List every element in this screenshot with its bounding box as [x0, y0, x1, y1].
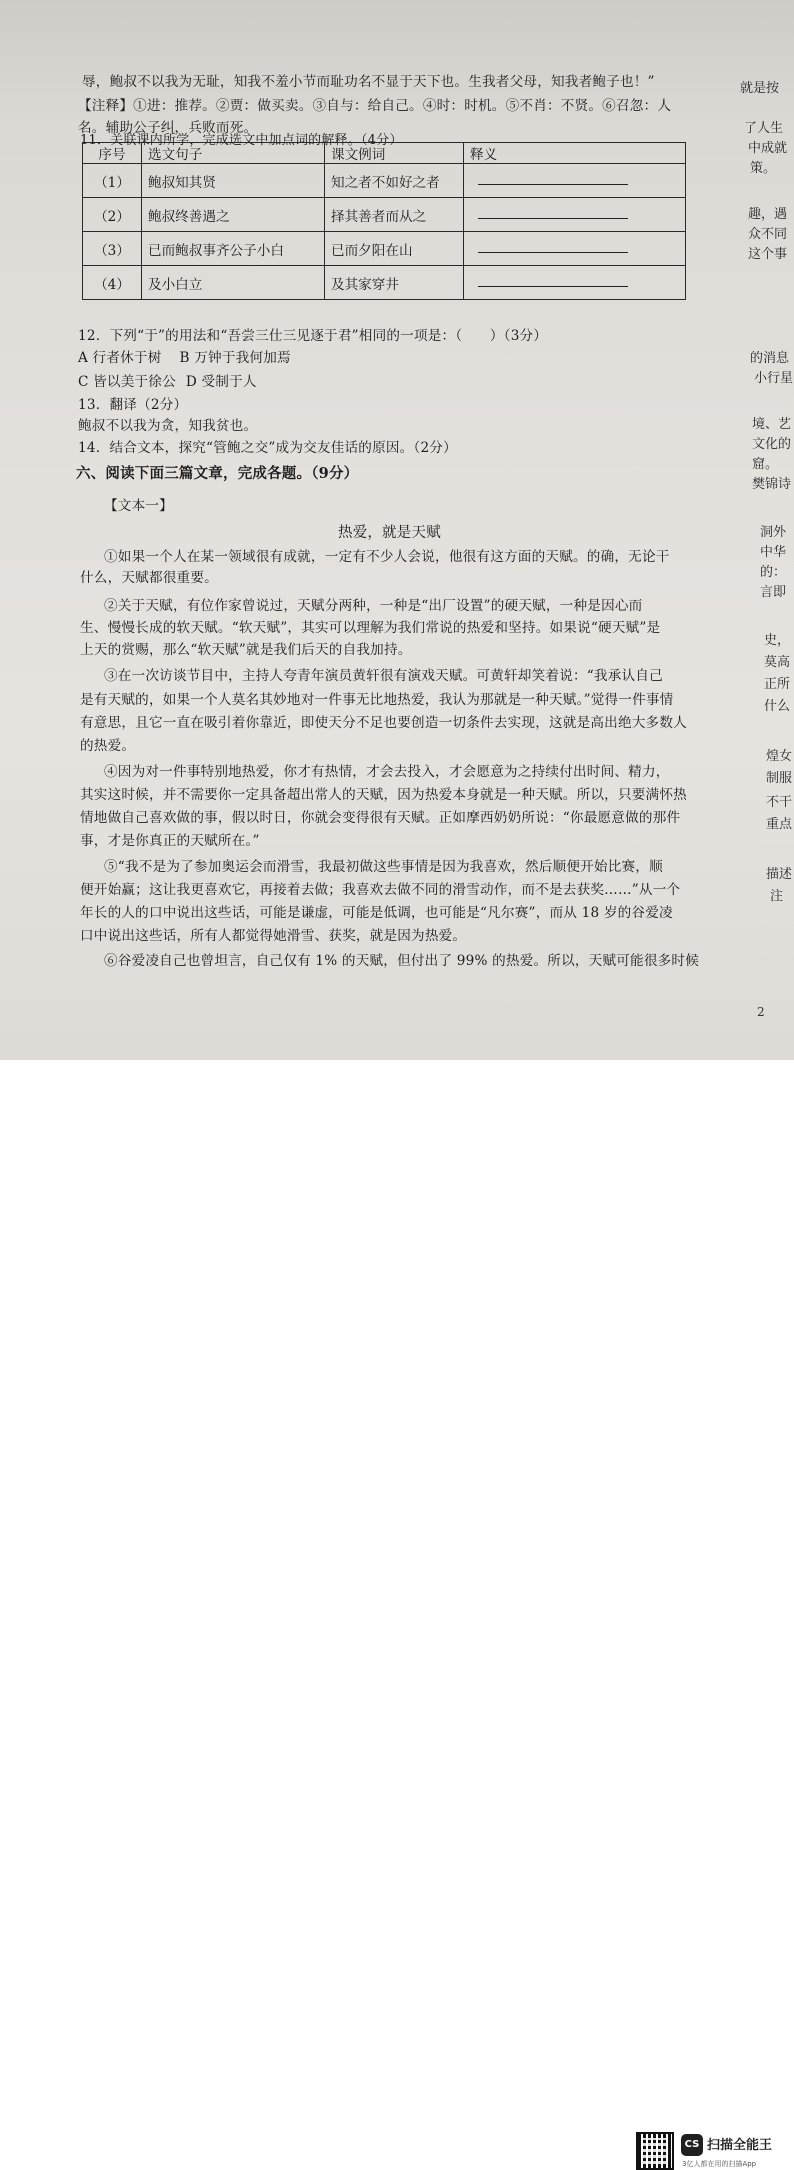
article-line: 生、慢慢长成的软天赋。“软天赋”，其实可以理解为我们常说的热爱和坚持。如果说“硬天赋”是	[80, 620, 661, 636]
page-number: 2	[757, 1005, 765, 1019]
answer-cell[interactable]	[464, 198, 686, 232]
header-example: 课文例词	[325, 143, 464, 164]
notes-line-2: 名。辅助公子纠，兵败而死。	[78, 120, 258, 136]
q11-prompt: 11．关联课内所学，完成选文中加点词的解释。（4分）	[80, 133, 403, 148]
q11-table	[82, 142, 686, 300]
brand-name: 扫描全能王	[707, 2138, 773, 2153]
margin-fragment: 莫高	[764, 655, 791, 670]
article-line: ④因为对一件事特别地热爱，你才有热情，才会去投入，才会愿意为之持续付出时间、精力，	[104, 764, 670, 780]
margin-fragment: 了人生	[744, 121, 784, 136]
row-sentence: 鲍叔终善遇之	[142, 198, 325, 232]
margin-fragment: 樊锦诗	[752, 477, 792, 492]
article-line: 有意思，且它一直在吸引着你靠近，即使天分不足也要创造一切条件去实现，这就是高出绝大多数人	[80, 715, 687, 731]
table-row	[83, 164, 686, 198]
margin-fragment: 洞外	[760, 525, 787, 540]
margin-fragment: 的消息	[750, 351, 790, 366]
margin-fragment: 这个事	[748, 247, 788, 262]
margin-fragment: 策。	[750, 161, 777, 176]
notes-line-1: 【注释】①进：推荐。②贾：做买卖。③自与：给自己。④时：时机。⑤不肖：不贤。⑥召忽：人	[78, 98, 672, 114]
answer-cell[interactable]	[464, 266, 686, 300]
margin-fragment: 正所	[764, 677, 791, 692]
header-num: 序号	[83, 143, 142, 164]
table-row	[83, 232, 686, 266]
margin-fragment: 中华	[760, 545, 787, 560]
margin-fragment: 文化的	[752, 437, 792, 452]
row-example: 已而夕阳在山	[325, 232, 464, 266]
answer-blank[interactable]	[478, 172, 628, 185]
margin-fragment: 就是按	[740, 81, 780, 96]
article-line: 其实这时候，并不需要你一定具备超出常人的天赋，因为热爱本身就是一种天赋。所以，只要满怀热	[80, 787, 687, 803]
row-example: 择其善者而从之	[325, 198, 464, 232]
passage-end-line: 辱，鲍叔不以我为无耻，知我不羞小节而耻功名不显于天下也。生我者父母，知我者鲍子也！”	[82, 74, 655, 90]
row-num: （4）	[83, 266, 142, 300]
q13-prompt: 13．翻译（2分）	[78, 397, 188, 413]
margin-fragment: 注	[770, 889, 784, 904]
scanned-page	[0, 0, 794, 1060]
camscanner-logo-icon: CS	[681, 2134, 703, 2156]
article-line: 的热爱。	[80, 738, 136, 754]
header-sentence: 选文句子	[142, 143, 325, 164]
article-line: ②关于天赋，有位作家曾说过，天赋分两种，一种是“出厂设置”的硬天赋，一种是因心而	[104, 598, 643, 614]
scanner-footer	[0, 1060, 794, 2168]
margin-fragment: 言即	[760, 585, 787, 600]
row-example: 及其家穿井	[325, 266, 464, 300]
margin-fragment: 小行星	[754, 371, 794, 386]
row-sentence: 及小白立	[142, 266, 325, 300]
answer-cell[interactable]	[464, 164, 686, 198]
q12-option-b[interactable]: B 万钟于我何加焉	[179, 350, 291, 366]
row-sentence: 鲍叔知其贤	[142, 164, 325, 198]
article-line: ⑥谷爱凌自己也曾坦言，自己仅有 1% 的天赋，但付出了 99% 的热爱。所以，天赋可能很多时候	[104, 953, 700, 969]
article-line: 上天的赏赐，那么“软天赋”就是我们后天的自我加持。	[80, 642, 412, 658]
margin-fragment: 煌女	[766, 749, 793, 764]
article-line: ①如果一个人在某一领域很有成就，一定有不少人会说，他很有这方面的天赋。的确，无论干	[104, 549, 670, 565]
q12-options-cd	[78, 372, 257, 392]
section6-title: 六、阅读下面三篇文章，完成各题。（9分）	[76, 465, 359, 482]
margin-fragment: 的：	[760, 565, 787, 580]
answer-blank[interactable]	[478, 206, 628, 219]
row-num: （2）	[83, 198, 142, 232]
q13-sentence: 鲍叔不以我为贪，知我贫也。	[78, 418, 258, 434]
table-row	[83, 198, 686, 232]
answer-blank[interactable]	[478, 274, 628, 287]
margin-fragment: 境、艺	[752, 417, 792, 432]
margin-fragment: 重点	[766, 817, 793, 832]
margin-fragment: 窟。	[752, 457, 779, 472]
q12-option-d[interactable]: D 受制于人	[185, 374, 257, 390]
q12-options-ab	[78, 348, 291, 368]
margin-fragment: 众不同	[748, 227, 788, 242]
row-num: （3）	[83, 232, 142, 266]
article-line: 是有天赋的，如果一个人莫名其妙地对一件事无比地热爱，我认为那就是一种天赋。”觉得一件事情	[80, 692, 674, 708]
q12-prompt: 12．下列“于”的用法和“吾尝三仕三见逐于君”相同的一项是：（ ）（3分）	[78, 328, 548, 344]
article-line: 事，才是你真正的天赋所在。”	[80, 833, 260, 849]
margin-fragment: 制服	[766, 771, 793, 786]
article-line: ⑤“我不是为了参加奥运会而滑雪，我最初做这些事情是因为我喜欢，然后顺便开始比赛，顺	[104, 859, 663, 875]
margin-fragment: 描述	[766, 867, 793, 882]
row-sentence: 已而鲍叔事齐公子小白	[142, 232, 325, 266]
answer-cell[interactable]	[464, 232, 686, 266]
article-line: 便开始赢；这让我更喜欢它，再接着去做；我喜欢去做不同的滑雪动作，而不是去获奖……”从一个	[80, 882, 681, 898]
qr-code-icon[interactable]	[636, 2132, 674, 2170]
q11-header-row	[83, 143, 686, 164]
article-line: 口中说出这些话，所有人都觉得她滑雪、获奖，就是因为热爱。	[80, 928, 467, 944]
q12-option-c[interactable]: C 皆以美于徐公	[78, 374, 176, 390]
text1-label: 【文本一】	[104, 498, 173, 514]
answer-blank[interactable]	[478, 240, 628, 253]
article-line: 情地做自己喜欢做的事，假以时日，你就会变得很有天赋。正如摩西奶奶所说：“你最愿意做的那件	[80, 810, 681, 826]
row-num: （1）	[83, 164, 142, 198]
table-row	[83, 266, 686, 300]
article-title: 热爱，就是天赋	[338, 525, 441, 541]
row-example: 知之者不如好之者	[325, 164, 464, 198]
brand-tagline: 3亿人都在用的扫描App	[682, 2160, 757, 2168]
article-line: 年长的人的口中说出这些话，可能是谦虚，可能是低调，也可能是“凡尔赛”，而从 18 岁的谷爱凌	[80, 905, 673, 921]
header-meaning: 释义	[464, 143, 686, 164]
margin-fragment: 趣，遇	[748, 207, 788, 222]
q12-option-a[interactable]: A 行者休于树	[78, 350, 162, 366]
margin-fragment: 什么	[764, 699, 791, 714]
article-line: ③在一次访谈节目中，主持人夸青年演员黄轩很有演戏天赋。可黄轩却笑着说：“我承认自己	[104, 668, 663, 684]
margin-fragment: 中成就	[748, 141, 788, 156]
margin-fragment: 史，	[764, 633, 791, 648]
margin-fragment: 不干	[766, 795, 793, 810]
q14-prompt: 14．结合文本，探究“管鲍之交”成为交友佳话的原因。（2分）	[78, 440, 457, 456]
article-line: 什么，天赋都很重要。	[80, 570, 218, 586]
